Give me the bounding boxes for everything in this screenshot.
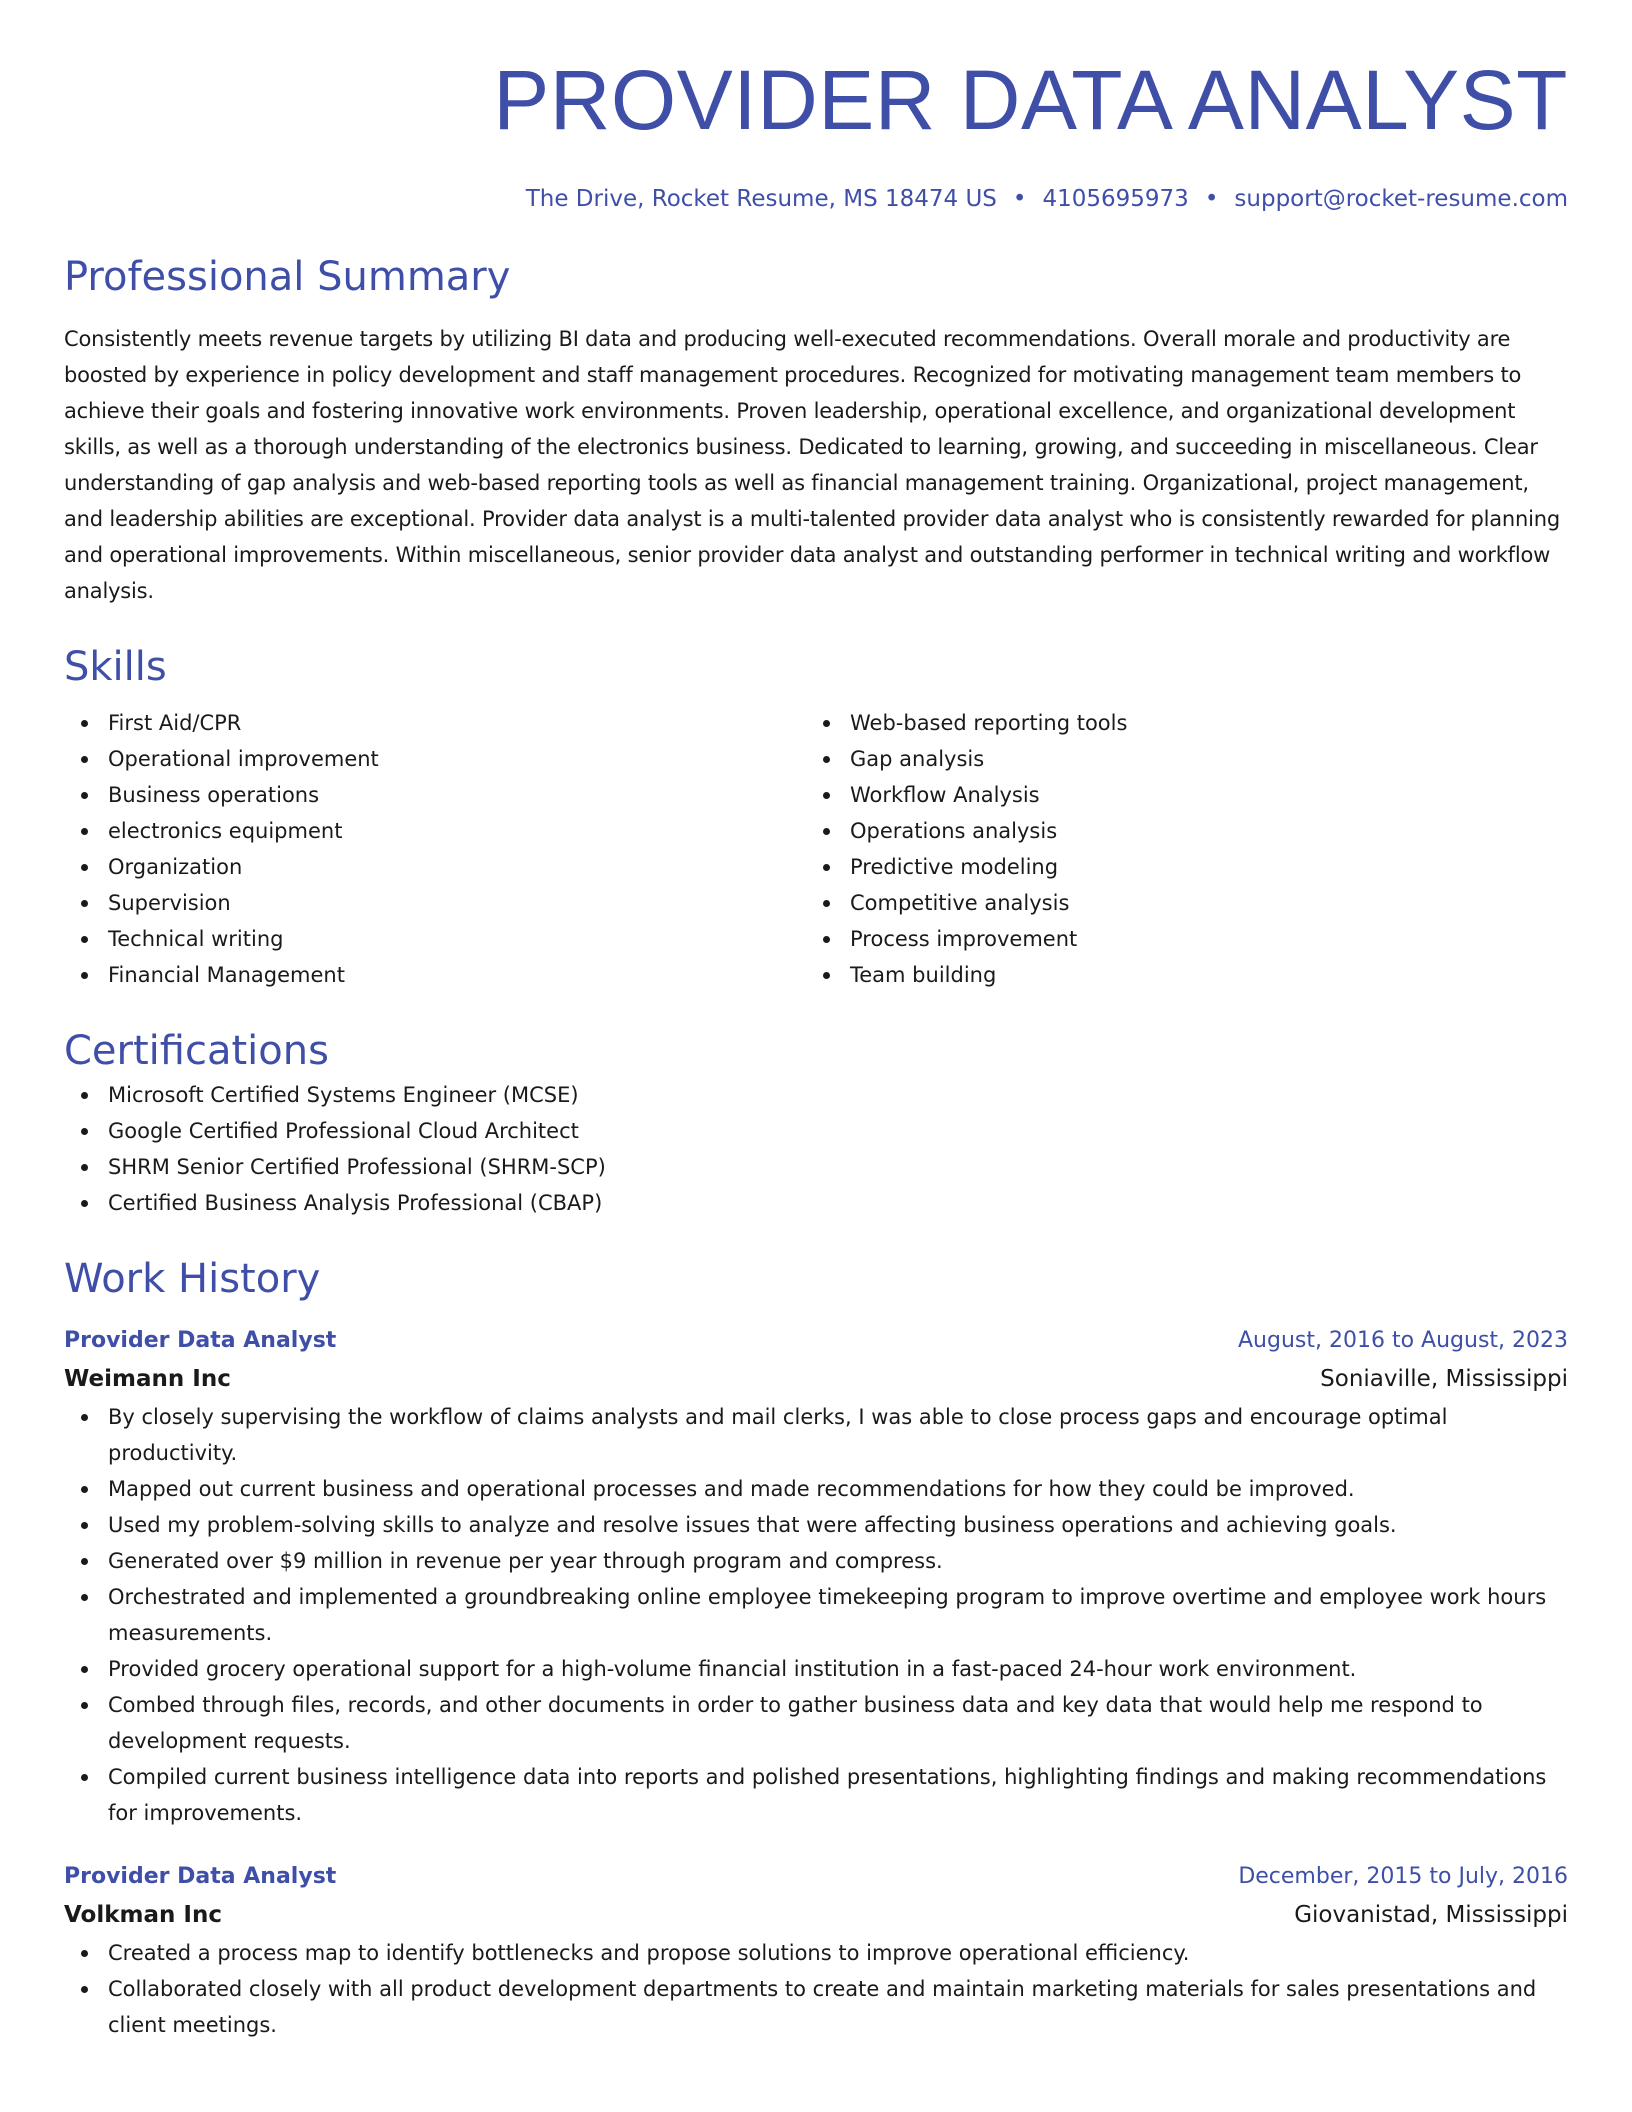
job-bullet: Mapped out current business and operational processes and made recommendations for how they could be improved. [64, 1471, 1568, 1507]
job-bullet: Used my problem-solving skills to analyze and resolve issues that were affecting business operations and achieving goals. [64, 1507, 1568, 1543]
job-company-row [64, 1895, 1568, 1935]
skill-item: Organization [64, 849, 806, 885]
candidate-name: PROVIDER DATA ANALYST [493, 53, 1568, 147]
skill-item: Technical writing [64, 921, 806, 957]
job-bullet: Provided grocery operational support for a high-volume financial institution in a fast-paced 24-hour work environment. [64, 1651, 1568, 1687]
skill-item: Process improvement [806, 921, 1548, 957]
job-bullet: Compiled current business intelligence data into reports and polished presentations, highlighting findings and making recommendations for improvements. [64, 1759, 1568, 1831]
resume-page [64, 0, 1568, 2043]
phone: 4105695973 [1042, 186, 1189, 212]
email: support@rocket-resume.com [1234, 186, 1568, 212]
job-entry [64, 1323, 1568, 1831]
certification-item: Certified Business Analysis Professional (CBAP) [64, 1185, 1568, 1221]
job-bullet: Combed through files, records, and other documents in order to gather business data and key data that would help me respond to development requests. [64, 1687, 1568, 1759]
skill-item: Business operations [64, 777, 806, 813]
job-company: Weimann Inc [64, 1366, 231, 1392]
skills-grid [64, 705, 1568, 993]
skills-list-left [64, 705, 806, 993]
job-location: Soniaville, Mississippi [1320, 1366, 1568, 1392]
skill-item: First Aid/CPR [64, 705, 806, 741]
job-company-row [64, 1359, 1568, 1399]
certifications-heading: Certifications [64, 1028, 329, 1074]
job-title: Provider Data Analyst [64, 1864, 337, 1889]
skill-item: Team building [806, 957, 1548, 993]
job-entry [64, 1859, 1568, 2043]
job-bullet: Generated over $9 million in revenue per year through program and compress. [64, 1543, 1568, 1579]
job-bullet: Collaborated closely with all product development departments to create and maintain marketing materials for sales presentations and client meetings. [64, 1971, 1568, 2043]
skill-item: Competitive analysis [806, 885, 1548, 921]
skill-item: Web-based reporting tools [806, 705, 1548, 741]
summary-text: Consistently meets revenue targets by utilizing BI data and producing well-executed recommendations. Overall morale and productivity are boosted by experience in policy development and staff management procedures. Recognized for motivating management team members to achieve their goals and fostering innovative work environments. Proven leadership, operational excellence, and organizational development skills, as well as a thorough understanding of the electronics business. Dedicated to learning, growing, and succeeding in miscellaneous. Clear understanding of gap analysis and web-based reporting tools as well as financial management training. Organizational, project management, and leadership abilities are exceptional. Provider data analyst is a multi-talented provider data analyst who is consistently rewarded for planning and operational improvements. Within miscellaneous, senior provider data analyst and outstanding performer in technical writing and workflow analysis. [64, 327, 1561, 603]
skills-list-right [806, 705, 1548, 993]
job-bullet-list [64, 1399, 1568, 1831]
certifications-list [64, 1077, 1568, 1221]
skill-item: electronics equipment [64, 813, 806, 849]
skill-item: Operations analysis [806, 813, 1548, 849]
resume-header [64, 0, 1568, 214]
skill-item: Predictive modeling [806, 849, 1548, 885]
job-location: Giovanistad, Mississippi [1294, 1902, 1568, 1928]
job-company: Volkman Inc [64, 1902, 222, 1928]
skill-item: Operational improvement [64, 741, 806, 777]
address: The Drive, Rocket Resume, MS 18474 US [525, 186, 997, 212]
job-bullet-list [64, 1935, 1568, 2043]
job-title: Provider Data Analyst [64, 1328, 337, 1353]
job-bullet: By closely supervising the workflow of claims analysts and mail clerks, I was able to close process gaps and encourage optimal productivity. [64, 1399, 1568, 1471]
summary-heading: Professional Summary [64, 254, 511, 300]
skill-item: Gap analysis [806, 741, 1548, 777]
job-bullet: Created a process map to identify bottlenecks and propose solutions to improve operational efficiency. [64, 1935, 1568, 1971]
contact-separator: • [1204, 186, 1219, 212]
contact-separator: • [1012, 186, 1027, 212]
work-history-heading: Work History [64, 1256, 321, 1302]
job-title-row [64, 1323, 1568, 1359]
skills-heading: Skills [64, 644, 167, 690]
job-dates: August, 2016 to August, 2023 [1238, 1328, 1568, 1353]
contact-line [64, 184, 1568, 214]
certification-item: Microsoft Certified Systems Engineer (MCSE) [64, 1077, 1568, 1113]
skill-item: Financial Management [64, 957, 806, 993]
certification-item: Google Certified Professional Cloud Architect [64, 1113, 1568, 1149]
job-dates: December, 2015 to July, 2016 [1238, 1864, 1568, 1889]
job-title-row [64, 1859, 1568, 1895]
job-bullet: Orchestrated and implemented a groundbreaking online employee timekeeping program to improve overtime and employee work hours measurements. [64, 1579, 1568, 1651]
skill-item: Workflow Analysis [806, 777, 1548, 813]
skill-item: Supervision [64, 885, 806, 921]
certification-item: SHRM Senior Certified Professional (SHRM-SCP) [64, 1149, 1568, 1185]
